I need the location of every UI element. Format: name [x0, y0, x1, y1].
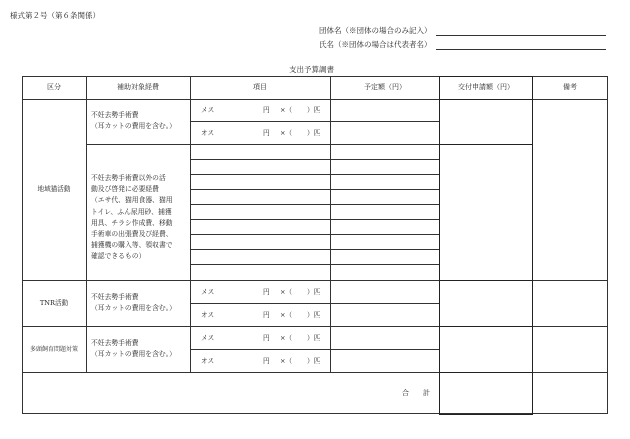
expense-surgery-desc: 不妊去勢手術費 （耳カットの費用を含む。）: [91, 293, 176, 313]
category-local-cat: 地域猫活動: [37, 185, 71, 193]
item-row-female: [201, 289, 214, 296]
expense-surgery-desc: 不妊去勢手術費 （耳カットの費用を含む。）: [91, 111, 176, 131]
item-yen: 円: [263, 288, 270, 296]
request-cell[interactable]: [439, 144, 533, 281]
sex-label: メス: [201, 334, 215, 342]
item-heads: ）匹: [307, 334, 321, 342]
col-divider: [86, 76, 87, 373]
row-line: [190, 349, 440, 350]
item-row-female: [201, 335, 214, 342]
sex-label: メス: [201, 288, 215, 296]
row-line: [190, 234, 440, 235]
category-tnr: TNR活動: [39, 299, 69, 307]
item-row-female: [201, 107, 214, 114]
request-cell[interactable]: [439, 280, 533, 327]
total-label: 合 計: [402, 389, 430, 397]
group-name-label: 団体名（※団体の場合のみ記入）: [319, 26, 432, 35]
table-title: 支出予算調書: [289, 65, 334, 74]
expense-other-desc: 不妊去勢手術費以外の活 動及び啓発に必要経費 （エサ代、猫用食器、猫用 トイレ、ふん尿用砂、捕獲 用具、チラシ作成費、移動 手術車の出張費及び経費、 捕獲機の購入等、領収書で 確認できるもの）: [91, 174, 173, 261]
sex-label: オス: [201, 129, 215, 137]
request-header-cell: [439, 76, 533, 100]
item-yen: 円: [263, 334, 270, 342]
item-times: ×（: [280, 357, 293, 365]
form-number: 様式第２号（第６条関係）: [10, 11, 100, 20]
item-yen: 円: [263, 106, 270, 114]
row-line: [190, 159, 440, 160]
representative-name-field[interactable]: [436, 49, 606, 50]
item-yen: 円: [263, 311, 270, 319]
total-cell[interactable]: [439, 372, 533, 415]
item-heads: ）匹: [307, 129, 321, 137]
item-row-male: [201, 130, 214, 137]
sex-label: メス: [201, 106, 215, 114]
item-heads: ）匹: [307, 106, 321, 114]
header-expense: 補助対象経費: [117, 83, 159, 91]
expense-surgery-desc: 不妊去勢手術費 （耳カットの費用を含む。）: [91, 339, 176, 359]
item-times: ×（: [280, 311, 293, 319]
item-heads: ）匹: [307, 288, 321, 296]
row-line: [190, 121, 440, 122]
category-multi-pet: 多頭飼育問題対策: [29, 346, 78, 353]
item-times: ×（: [280, 106, 293, 114]
sex-label: オス: [201, 357, 215, 365]
header-remarks: 備考: [563, 83, 577, 91]
row-line: [190, 249, 440, 250]
request-cell[interactable]: [439, 326, 533, 373]
header-category: 区分: [47, 83, 61, 91]
item-times: ×（: [280, 288, 293, 296]
item-row-male: [201, 358, 214, 365]
header-item: 項目: [253, 83, 267, 91]
item-times: ×（: [280, 129, 293, 137]
header-request: 交付申請額（円）: [458, 83, 514, 91]
representative-name-label: 氏名（※団体の場合は代表者名）: [319, 40, 432, 49]
item-yen: 円: [263, 357, 270, 365]
row-line: [190, 219, 440, 220]
sex-label: オス: [201, 311, 215, 319]
request-cell[interactable]: [439, 99, 533, 145]
item-heads: ）匹: [307, 357, 321, 365]
group-name-field[interactable]: [436, 35, 606, 36]
row-line: [190, 174, 440, 175]
item-times: ×（: [280, 334, 293, 342]
row-line: [190, 264, 440, 265]
item-heads: ）匹: [307, 311, 321, 319]
row-line: [190, 204, 440, 205]
item-yen: 円: [263, 129, 270, 137]
row-line: [190, 303, 440, 304]
header-budget: 予定額（円）: [364, 83, 406, 91]
item-row-male: [201, 312, 214, 319]
row-line: [190, 189, 440, 190]
